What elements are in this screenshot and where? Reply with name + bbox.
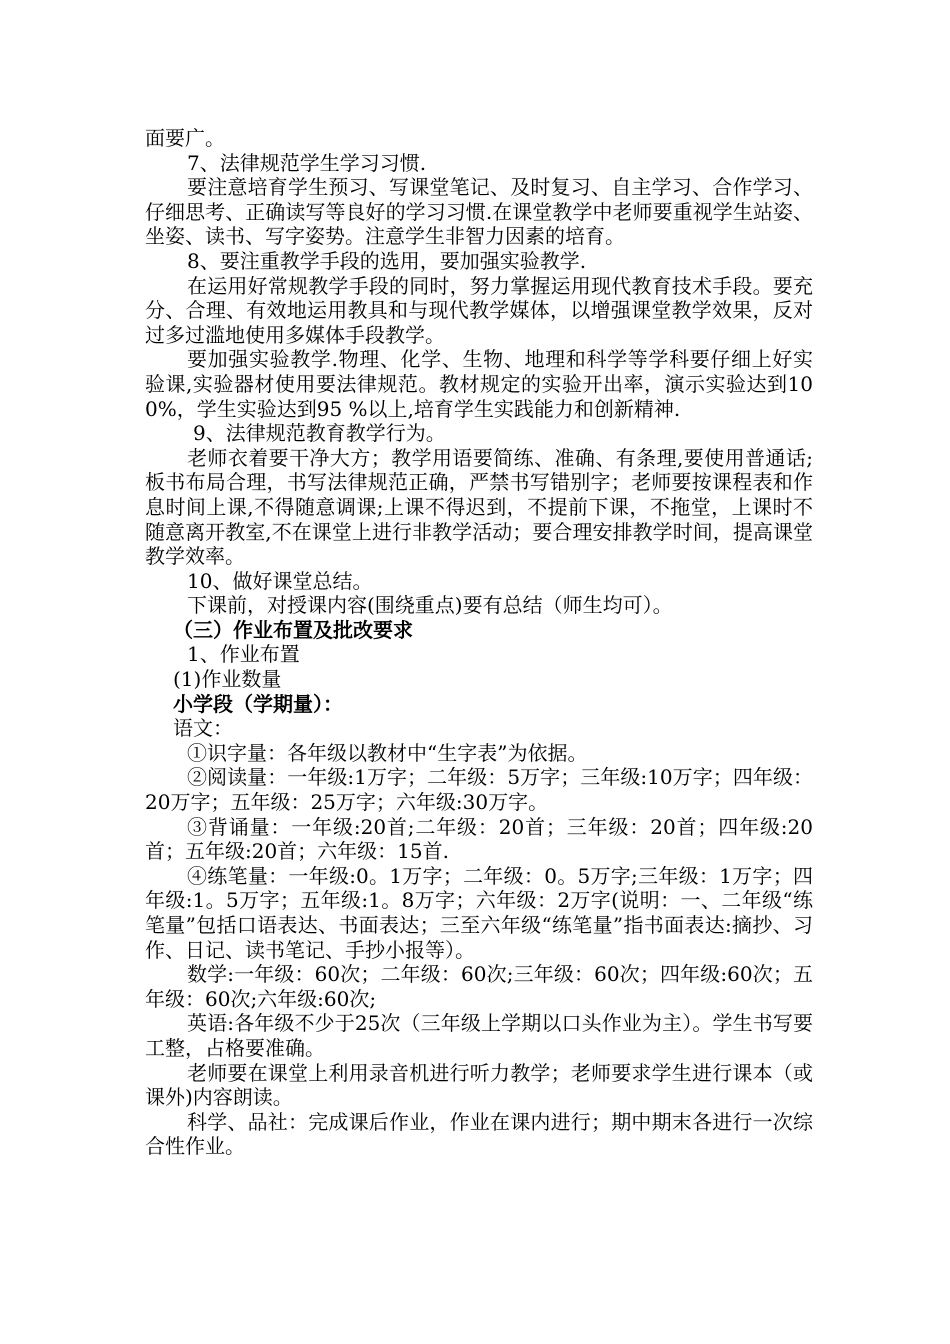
recitation-item: ③背诵量：一年级:20首;二年级：20首；三年级：20首；四年级:20首；五年级:20首；六年级：15首. xyxy=(145,814,813,864)
item-8-heading: 8、要注重教学手段的选用，要加强实验教学. xyxy=(187,248,587,273)
item-7-heading: 7、法律规范学生学习习惯. xyxy=(187,150,427,175)
listening-item: 老师要在课堂上利用录音机进行听力教学；老师要求学生进行课本（或课外)内容朗读。 xyxy=(145,1060,813,1110)
paragraph-continuation: 面要广。 xyxy=(145,126,225,150)
english-item: 英语:各年级不少于25次（三年级上学期以口头作业为主）。学生书写要工整，占格要准确。 xyxy=(145,1011,813,1060)
writing-item: ④练笔量：一年级:0。1万字；二年级：0。5万字;三年级：1万字；四年级:1。5万字；五年级:1。8万字；六年级：2万字(说明：一、二年级“练笔量”包括口语表达、书面表达；三至六年级“练笔量”指书面表达:摘抄、习作、日记、读书笔记、手抄小报等）。 xyxy=(145,863,813,962)
literacy-item: ①识字量：各年级以教材中“生字表”为依据。 xyxy=(187,740,588,765)
item-9-heading: 9、法律规范教育教学行为。 xyxy=(193,421,446,446)
item-10-heading: 10、做好课堂总结。 xyxy=(187,568,373,593)
item-9-body: 老师衣着要干净大方；教学用语要简练、准确、有条理,要使用普通话;板书布局合理，书写法律规范正确，严禁书写错别字；老师要按课程表和作息时间上课,不得随意调课;上课不得迟到，不提前下课，不拖堂，上课时不随意离开教室,不在课堂上进行非教学活动；要合理安排教学时间，提高课堂教学效率。 xyxy=(145,445,813,569)
item-8-body-2: 要加强实验教学.物理、化学、生物、地理和科学等学科要仔细上好实验课,实验器材使用要法律规范。教材规定的实验开出率，演示实验达到100%，学生实验达到95 %以上,培育学生实践能力和创新精神. xyxy=(145,347,813,421)
section-3-heading: （三）作业布置及批改要求 xyxy=(173,617,413,642)
assignment-quantity-heading: (1)作业数量 xyxy=(173,667,282,692)
science-item: 科学、品社：完成课后作业，作业在课内进行；期中期末各进行一次综合性作业。 xyxy=(145,1109,813,1159)
primary-school-heading: 小学段（学期量）： xyxy=(173,691,343,716)
math-item: 数学:一年级：60次；二年级：60次;三年级：60次；四年级:60次；五年级：60次;六年级:60次; xyxy=(145,962,813,1011)
reading-item: ②阅读量：一年级:1万字；二年级：5万字；三年级:10万字；四年级：20万字；五年级：25万字；六年级:30万字。 xyxy=(145,765,813,815)
chinese-subject-label: 语文： xyxy=(173,716,233,741)
assignment-heading: 1、作业布置 xyxy=(187,642,300,667)
item-7-body: 要注意培育学生预习、写课堂笔记、及时复习、自主学习、合作学习、仔细思考、正确读写等良好的学习习惯.在课堂教学中老师要重视学生站姿、坐姿、读书、写字姿势。注意学生非智力因素的培育。 xyxy=(145,175,813,249)
document-page xyxy=(145,126,813,1159)
item-10-body: 下课前，对授课内容(围绕重点)要有总结（师生均可）。 xyxy=(187,593,673,618)
item-8-body-1: 在运用好常规教学手段的同时，努力掌握运用现代教育技术手段。要充分、合理、有效地运用教具和与现代教学媒体，以增强课堂教学效果，反对过多过滥地使用多媒体手段教学。 xyxy=(145,273,813,347)
